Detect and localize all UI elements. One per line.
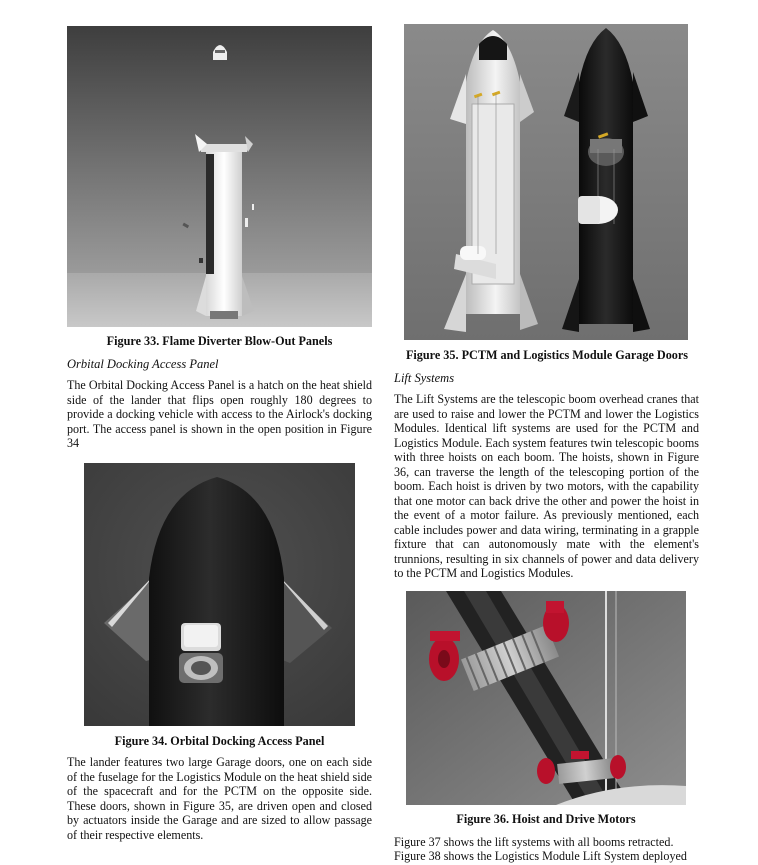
paragraph-orbital-docking: The Orbital Docking Access Panel is a hatch on the heat shield side of the lander that flips open roughly 180 degrees to provide a docking vehicle with access to the Airlock's docking port. The access panel is shown in the open position in Figure 34 [67, 378, 372, 450]
paragraph-closing-line-1: Figure 37 shows the lift systems with all booms retracted. [394, 835, 674, 849]
figure-34-image [84, 463, 355, 726]
figure-33-image [67, 26, 372, 327]
figure-35-image [404, 24, 688, 340]
section-heading-orbital-docking: Orbital Docking Access Panel [67, 357, 219, 371]
lander-nose-hull [149, 477, 284, 726]
paragraph-closing-line-2: Figure 38 shows the Logistics Module Lift System deployed [394, 849, 687, 863]
paragraph-garage-doors: The lander features two large Garage doors, one on each side of the fuselage for the Logistics Module on the heat shield side of the spacecraft and for the PCTM on the opposite side. These doors, shown in Figure 35, are driven open and closed by actuators inside the Garage and are sized to allow passage of their respective elements. [67, 755, 372, 842]
figure-34-caption: Figure 34. Orbital Docking Access Panel [114, 734, 325, 748]
figure-35-caption: Figure 35. PCTM and Logistics Module Garage Doors [405, 348, 689, 362]
figure-33-caption: Figure 33. Flame Diverter Blow-Out Panels [106, 334, 333, 348]
docking-access-panel [179, 623, 223, 683]
paragraph-lift-systems: The Lift Systems are the telescopic boom overhead cranes that are used to raise and lower the PCTM and lower the Logistics Modules. Identical lift systems are used for the PCTM and Logistics Module. Each system features twin telescopic booms with three hoists on each boom. The hoists, shown in Figure 36, can traverse the length of the telescoping portion of the boom. Each hoist is driven by two motors, with the capability that one motor can back drive the other and power the hoist in the event of a motor failure. As previously mentioned, each cable includes power and data wiring, terminating in a grapple fixture that can autonomously mate with the element's trunnions, resulting in six channels of power and data delivery to the PCTM and Logistics Modules. [394, 392, 699, 580]
section-heading-lift-systems: Lift Systems [394, 371, 455, 385]
figure-36-caption: Figure 36. Hoist and Drive Motors [456, 812, 636, 826]
figure-36-image [406, 591, 686, 805]
